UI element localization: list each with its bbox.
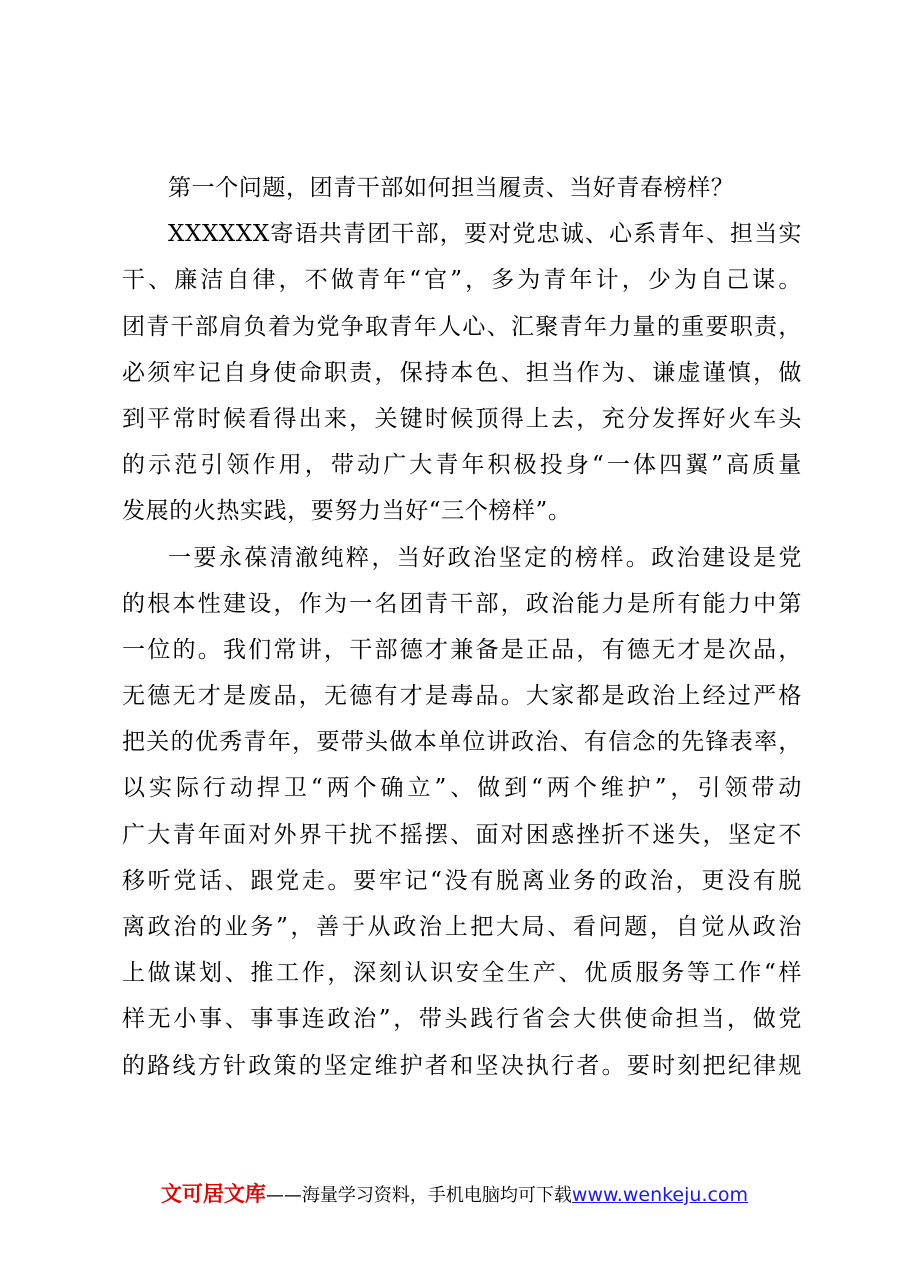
paragraph-line: 到平常时候看得出来，关键时候顶得上去，充分发挥好火车头 [122, 405, 802, 432]
footer-banner [0, 1178, 909, 1208]
paragraph-line: 的根本性建设，作为一名团青干部，政治能力是所有能力中第 [122, 590, 802, 617]
paragraph-line: 发展的火热实践，要努力当好“三个榜样”。 [122, 498, 572, 525]
paragraph-line: 干、廉洁自律，不做青年“官”，多为青年计，少为自己谋。 [122, 267, 802, 294]
paragraph-line: 把关的优秀青年，要带头做本单位讲政治、有信念的先锋表率， [122, 729, 802, 756]
paragraph-line: 团青干部肩负着为党争取青年人心、汇聚青年力量的重要职责， [122, 313, 802, 340]
paragraph-line: 广大青年面对外界干扰不摇摆、面对困惑挫折不迷失，坚定不 [122, 821, 802, 848]
paragraph-line: 一位的。我们常讲，干部德才兼备是正品，有德无才是次品， [122, 636, 802, 663]
paragraph-line: 无德无才是废品，无德有才是毒品。大家都是政治上经过严格 [122, 683, 802, 710]
paragraph-line: XXXXXX寄语共青团干部，要对党忠诚、心系青年、担当实 [168, 221, 802, 248]
paragraph-line: 必须牢记自身使命职责，保持本色、担当作为、谦虚谨慎，做 [122, 359, 802, 386]
footer-brand: 文可居文库 [160, 1182, 266, 1206]
paragraph-line: 一要永葆清澈纯粹，当好政治坚定的榜样。政治建设是党 [168, 544, 802, 571]
footer-site-link[interactable]: www.wenkeju.com [571, 1184, 749, 1206]
paragraph-line: 第一个问题，团青干部如何担当履责、当好青春榜样？ [168, 175, 735, 201]
paragraph-line: 以实际行动捍卫“两个确立”、做到“两个维护”，引领带动 [122, 775, 802, 802]
footer-tagline: ——海量学习资料，手机电脑均可下载 [265, 1185, 572, 1206]
paragraph-line: 移听党话、跟党走。要牢记“没有脱离业务的政治，更没有脱 [122, 867, 802, 894]
paragraph-line: 上做谋划、推工作，深刻认识安全生产、优质服务等工作“样 [122, 960, 802, 987]
paragraph-line: 样无小事、事事连政治”，带头践行省会大供使命担当，做党 [122, 1006, 802, 1033]
paragraph-line: 的示范引领作用，带动广大青年积极投身“一体四翼”高质量 [122, 452, 802, 479]
paragraph-line: 离政治的业务”，善于从政治上把大局、看问题，自觉从政治 [122, 914, 802, 940]
paragraph-line: 的路线方针政策的坚定维护者和坚决执行者。要时刻把纪律规 [122, 1052, 802, 1079]
document-body [122, 165, 802, 1089]
